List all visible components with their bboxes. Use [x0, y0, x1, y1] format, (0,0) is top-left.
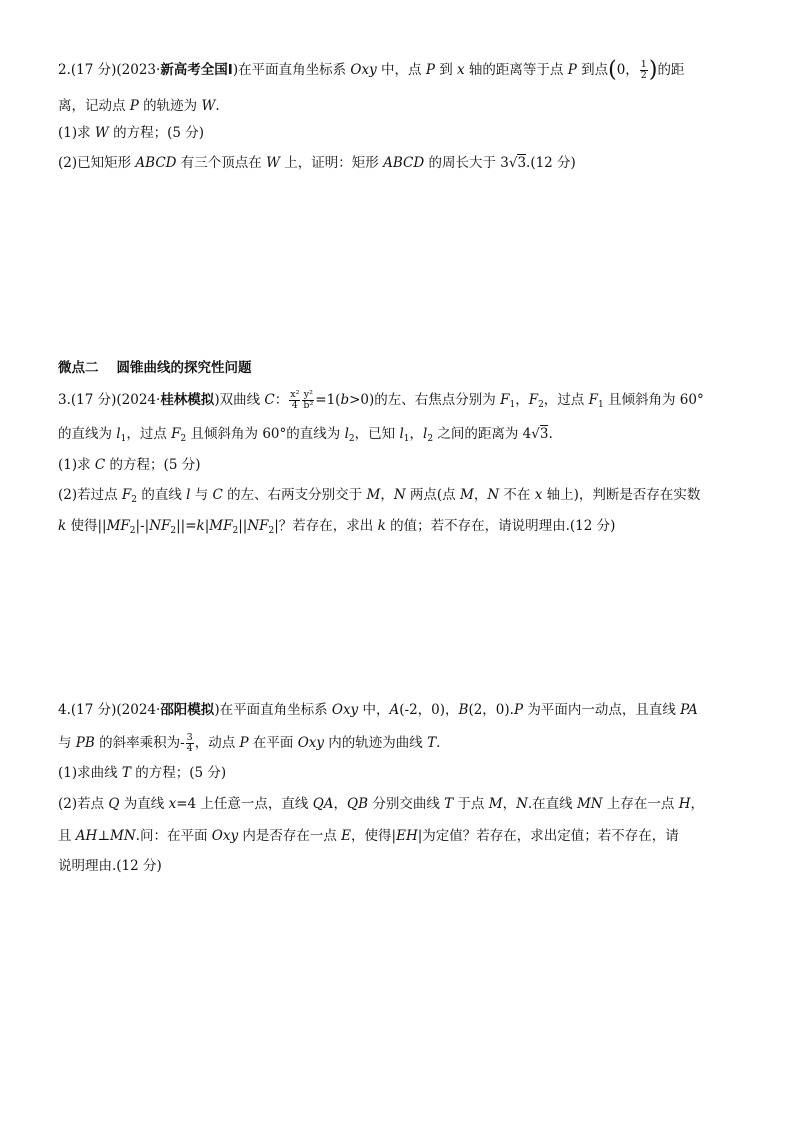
- q2-line-2: 离，记动点 P 的轨迹为 W.: [58, 98, 220, 114]
- q3-part-1: (1)求 C 的方程；(5 分): [58, 457, 201, 473]
- fraction-one-half: $\frac{1}{2}$: [640, 59, 647, 81]
- q3-line-2: 的直线为 $l_1$，过点 $F_2$ 且倾斜角为 60°的直线为 $l_2$，已知 $l_1$，$l_2$ 之间的距离为 4√3.: [58, 426, 553, 444]
- q4-line-1: 4.(17 分)(2024·邵阳模拟)在平面直角坐标系 Oxy 中，A(-2，0)，B(2，0).P 为平面内一动点，且直线 PA: [58, 702, 698, 718]
- q3-line-1: 3.(17 分)(2024·桂林模拟)双曲线 C： $\frac{\text{x²}}{4}$ $\frac{\text{y²}}{\text{b²}}$ =1(b>0)的左、右焦点分别为 $F_1$，$F_2$，过点 $F_1$ 且倾斜角为 60°: [58, 389, 704, 411]
- q4-part-1: (1)求曲线 T 的方程；(5 分): [58, 765, 227, 781]
- sqrt-symbol: √: [508, 155, 518, 171]
- q3-part-2-line-1: (2)若过点 $F_2$ 的直线 l 与 C 的左、右两支分别交于 M，N 两点(点 M，N 不在 x 轴上)，判断是否存在实数: [58, 487, 701, 505]
- q2-part-1: (1)求 W 的方程；(5 分): [58, 125, 205, 141]
- q3-source: 桂林模拟: [160, 392, 215, 408]
- q3-number: 3.(17 分)(2024·: [58, 392, 161, 408]
- q4-source: 邵阳模拟: [160, 702, 215, 718]
- q3-part-2-line-2: k 使得$||MF_2|-|NF_2||=k|MF_2||NF_2|$？若存在，求出 k 的值；若不存在，请说明理由.(12 分): [58, 518, 616, 536]
- section-label: 微点二: [58, 360, 99, 376]
- q4-part-2-line-3: 说明理由.(12 分): [58, 858, 162, 874]
- section-heading: [58, 358, 754, 378]
- q4-part-2-line-1: (2)若点 Q 为直线 x=4 上任意一点，直线 QA，QB 分别交曲线 T 于点 M，N.在直线 MN 上存在一点 H，: [58, 796, 704, 812]
- q2-part-2: (2)已知矩形 ABCD 有三个顶点在 W 上，证明：矩形 ABCD 的周长大于 3√3.(12 分): [58, 155, 576, 171]
- fraction-x2-over-4: $\frac{\text{x²}}{4}$: [290, 389, 300, 411]
- q2-number: 2.(17 分)(2023·: [58, 62, 161, 78]
- q2-source: 新高考全国Ⅰ: [160, 62, 233, 78]
- fraction-three-quarters: $\frac{3}{4}$: [186, 732, 193, 754]
- q4-number: 4.(17 分)(2024·: [58, 702, 161, 718]
- q4-part-2-line-2: 且 AH⊥MN.问：在平面 Oxy 内是否存在一点 E，使得|EH|为定值？若存在，求出定值；若不存在，请: [58, 828, 679, 844]
- q2-line-1: 2.(17 分)(2023·新高考全国Ⅰ)在平面直角坐标系 Oxy 中，点 P 到 x 轴的距离等于点 P 到点(0， $\frac{1}{2}$ )的距: [58, 57, 685, 83]
- fraction-y2-over-b2: $\frac{\text{y²}}{\text{b²}}$: [303, 389, 314, 411]
- q4-line-2: 与 PB 的斜率乘积为- $\frac{3}{4}$ ，动点 P 在平面 Oxy 内的轨迹为曲线 T.: [58, 732, 441, 754]
- section-title: 圆锥曲线的探究性问题: [116, 360, 252, 376]
